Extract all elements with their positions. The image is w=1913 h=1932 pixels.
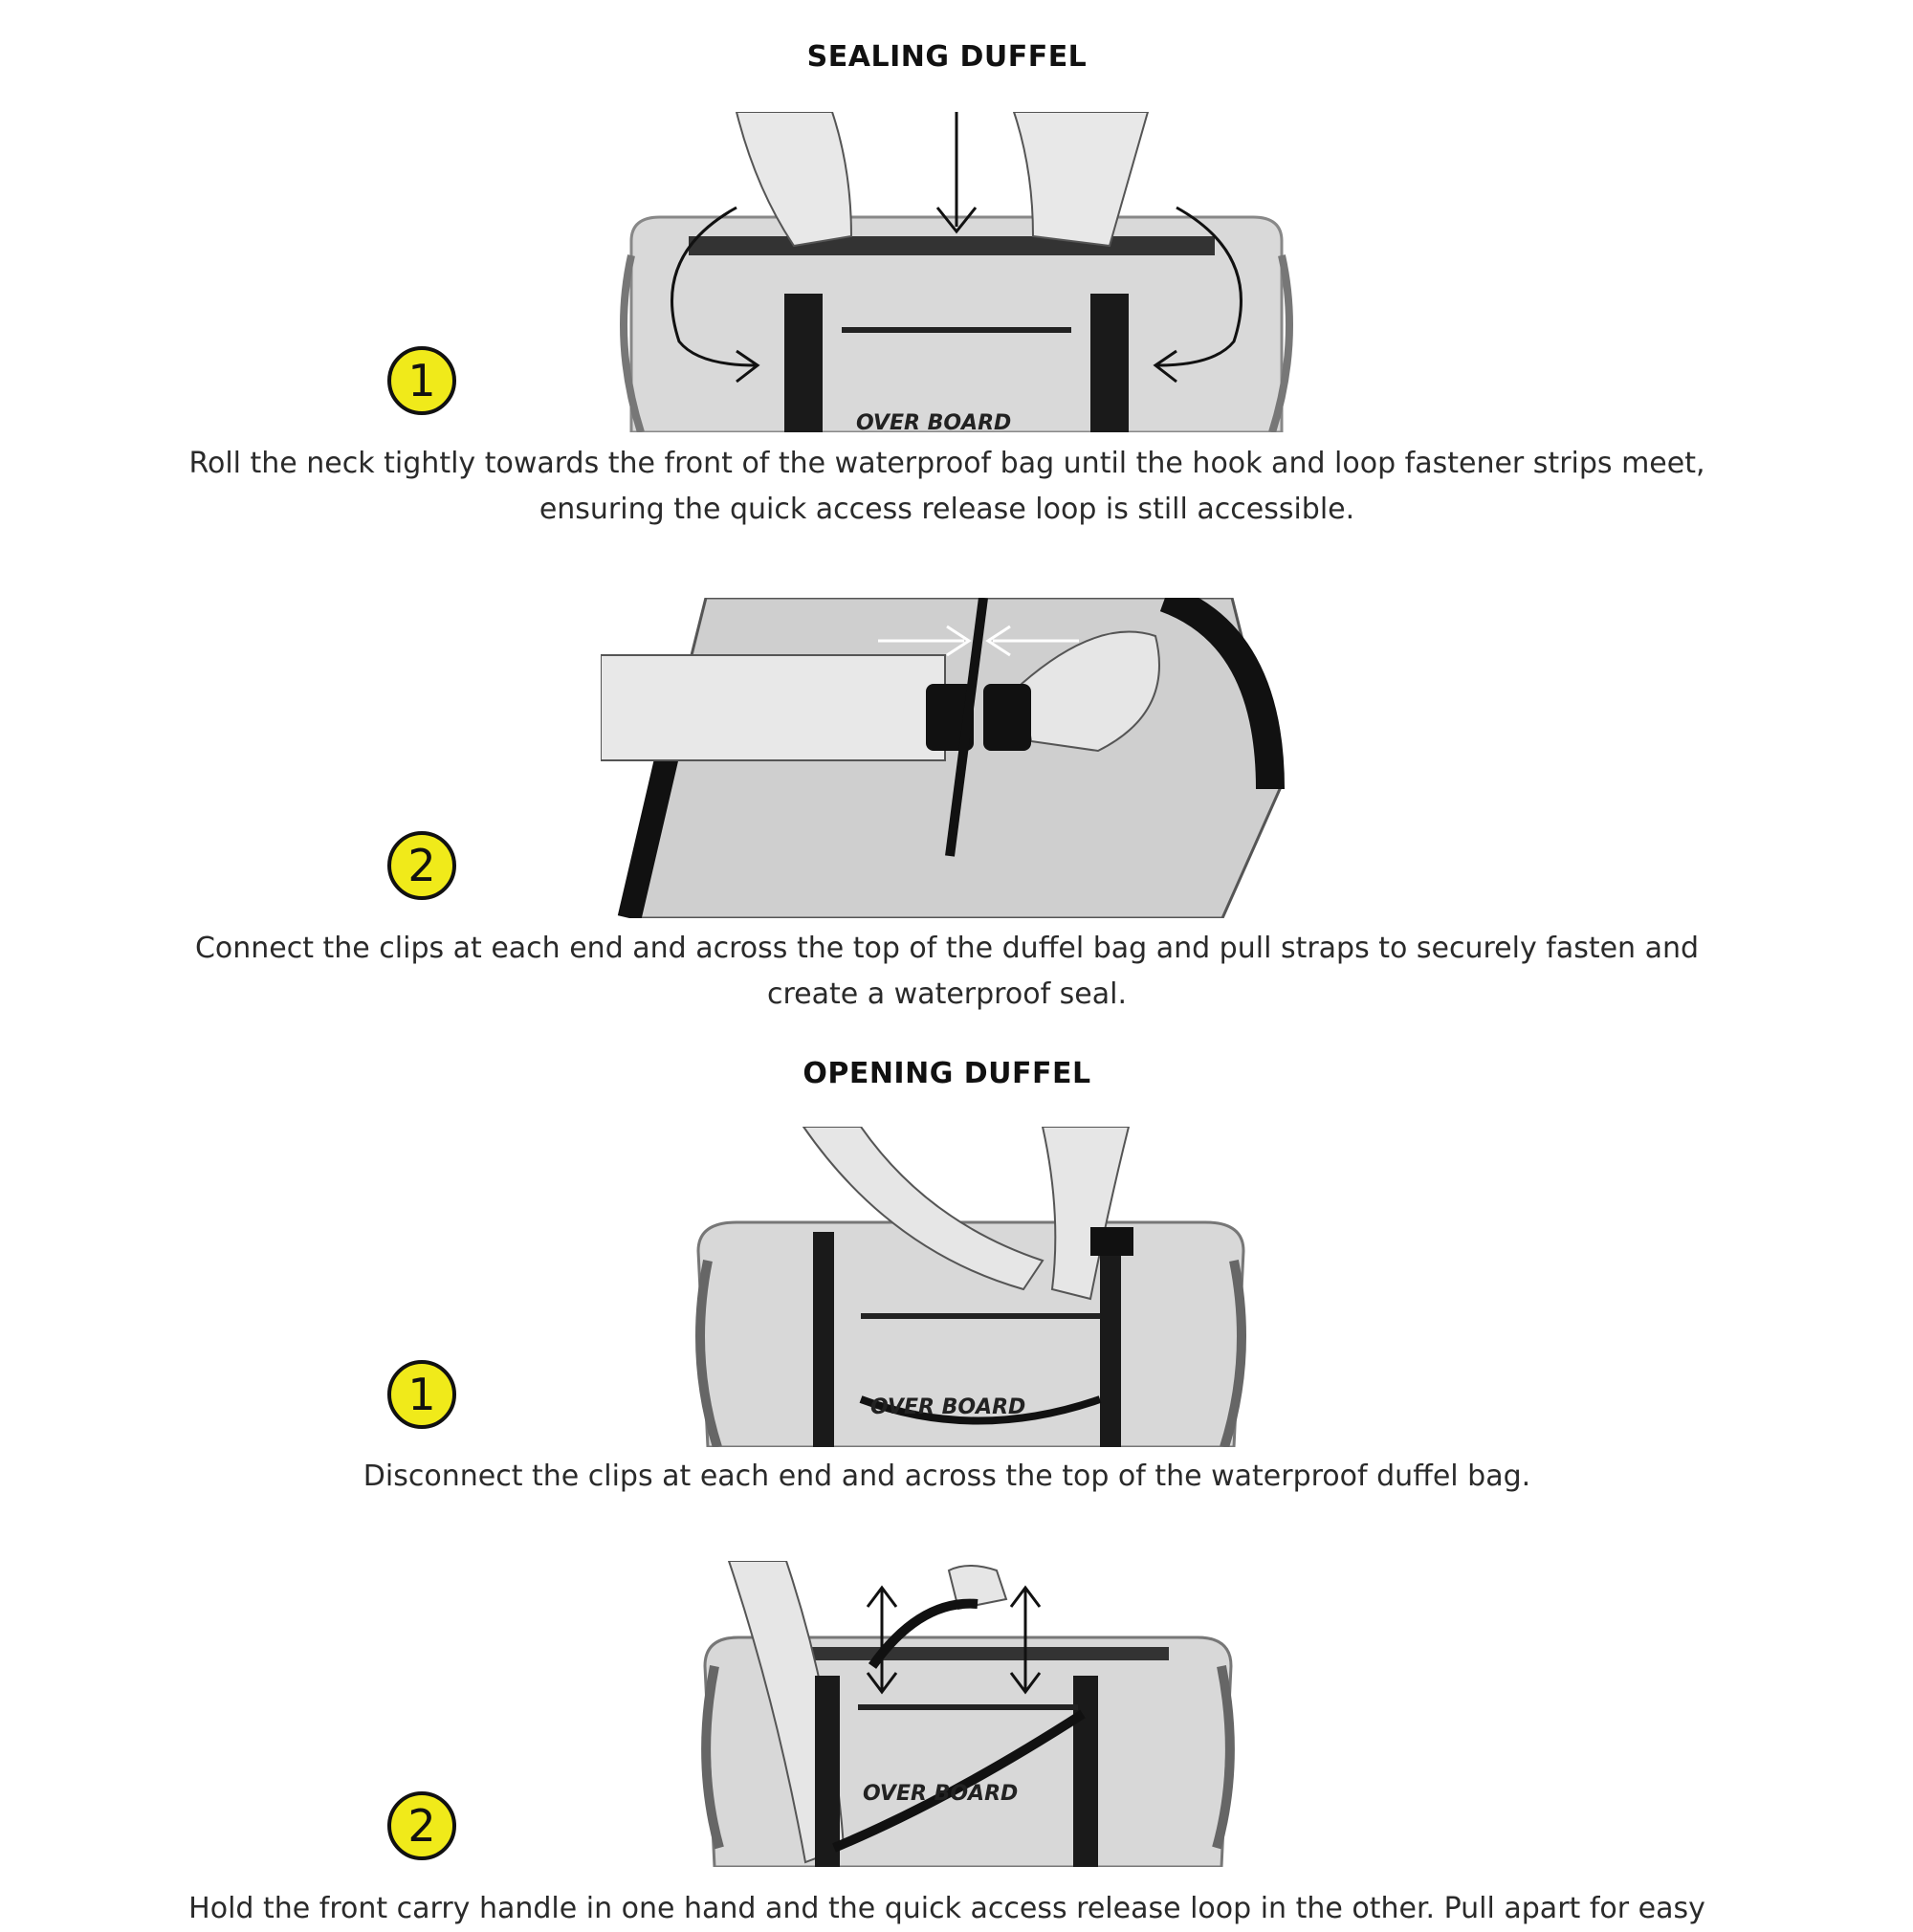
step-badge-sealing-2: 2 xyxy=(387,831,456,900)
bag-roll-neck-photo xyxy=(612,112,1301,432)
sealing-heading: SEALING DUFFEL xyxy=(806,40,1088,74)
step-badge-opening-1: 1 xyxy=(387,1360,456,1429)
opening-step-1-caption xyxy=(124,1454,1770,1500)
logo-text: OVER BOARD xyxy=(863,1782,1019,1806)
step-badge-sealing-1: 1 xyxy=(387,346,456,415)
pull-apart-photo xyxy=(691,1561,1245,1867)
opening-heading: OPENING DUFFEL xyxy=(803,1057,1091,1090)
caption-line: ensuring the quick access release loop is still accessible. xyxy=(539,493,1355,526)
caption-line: Connect the clips at each end and across the top of the duffel bag and pull straps to securely fasten and xyxy=(194,932,1700,965)
caption-line: Disconnect the clips at each end and across the top of the waterproof duffel bag. xyxy=(363,1460,1531,1493)
clip-connect-photo xyxy=(601,598,1285,918)
caption-line: create a waterproof seal. xyxy=(766,977,1128,1011)
caption-line: Roll the neck tightly towards the front of the waterproof bag until the hook and loop fastener strips meet, xyxy=(188,447,1705,480)
step-badge-opening-2: 2 xyxy=(387,1791,456,1860)
opening-step-2-caption xyxy=(124,1886,1770,1932)
logo-text: OVER BOARD xyxy=(856,411,1012,432)
logo-text: OVER BOARD xyxy=(870,1395,1026,1419)
sealing-step-2-caption xyxy=(124,926,1770,1018)
clip-disconnect-photo xyxy=(679,1127,1263,1447)
caption-line: Hold the front carry handle in one hand and the quick access release loop in the other. Pull apart for easy xyxy=(188,1892,1705,1925)
sealing-step-1-caption xyxy=(124,441,1770,533)
